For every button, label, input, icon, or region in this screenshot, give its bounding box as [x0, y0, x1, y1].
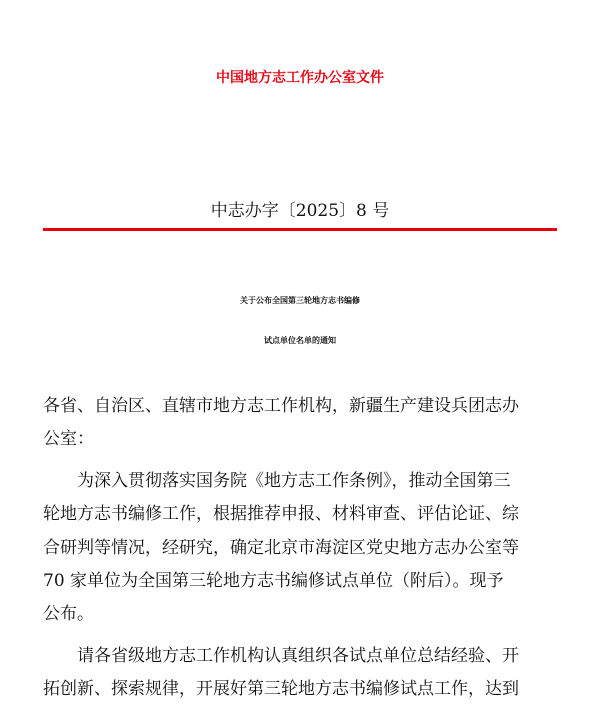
paragraph-1-line-2: 轮地方志书编修工作，根据推荐申报、材料审查、评估论证、综 [43, 504, 519, 525]
paragraph-1-line-3: 合研判等情况，经研究，确定北京市海淀区党史地方志办公室等 [43, 537, 519, 558]
notice-title-line-1: 关于公布全国第三轮地方志书编修 [240, 295, 360, 305]
paragraph-2-line-2: 拓创新、探索规律，开展好第三轮地方志书编修试点工作，达到 [43, 679, 519, 700]
masthead-title: 中国地方志工作办公室文件 [216, 70, 384, 86]
addressee-line-1: 各省、自治区、直辖市地方志工作机构，新疆生产建设兵团志办 [43, 396, 519, 416]
paragraph-2-line-1: 请各省级地方志工作机构认真组织各试点单位总结经验、开 [77, 645, 519, 666]
addressee-paragraph [43, 390, 563, 457]
paragraph-1-line-4: 70 家单位为全国第三轮地方志书编修试点单位（附后）。现予 [43, 570, 504, 591]
red-divider-rule [43, 228, 557, 231]
addressee-line-2: 公室： [43, 429, 94, 450]
notice-title [0, 280, 600, 360]
notice-title-line-2: 试点单位名单的通知 [264, 335, 336, 345]
body-paragraph-1 [43, 465, 563, 632]
document-number: 中志办字〔2025〕8 号 [210, 201, 390, 221]
paragraph-1-line-1: 为深入贯彻落实国务院《地方志工作条例》，推动全国第三 [77, 470, 511, 491]
body-paragraph-2 [43, 640, 563, 707]
notice-body [43, 390, 563, 707]
paragraph-1-line-5: 公布。 [43, 604, 94, 625]
